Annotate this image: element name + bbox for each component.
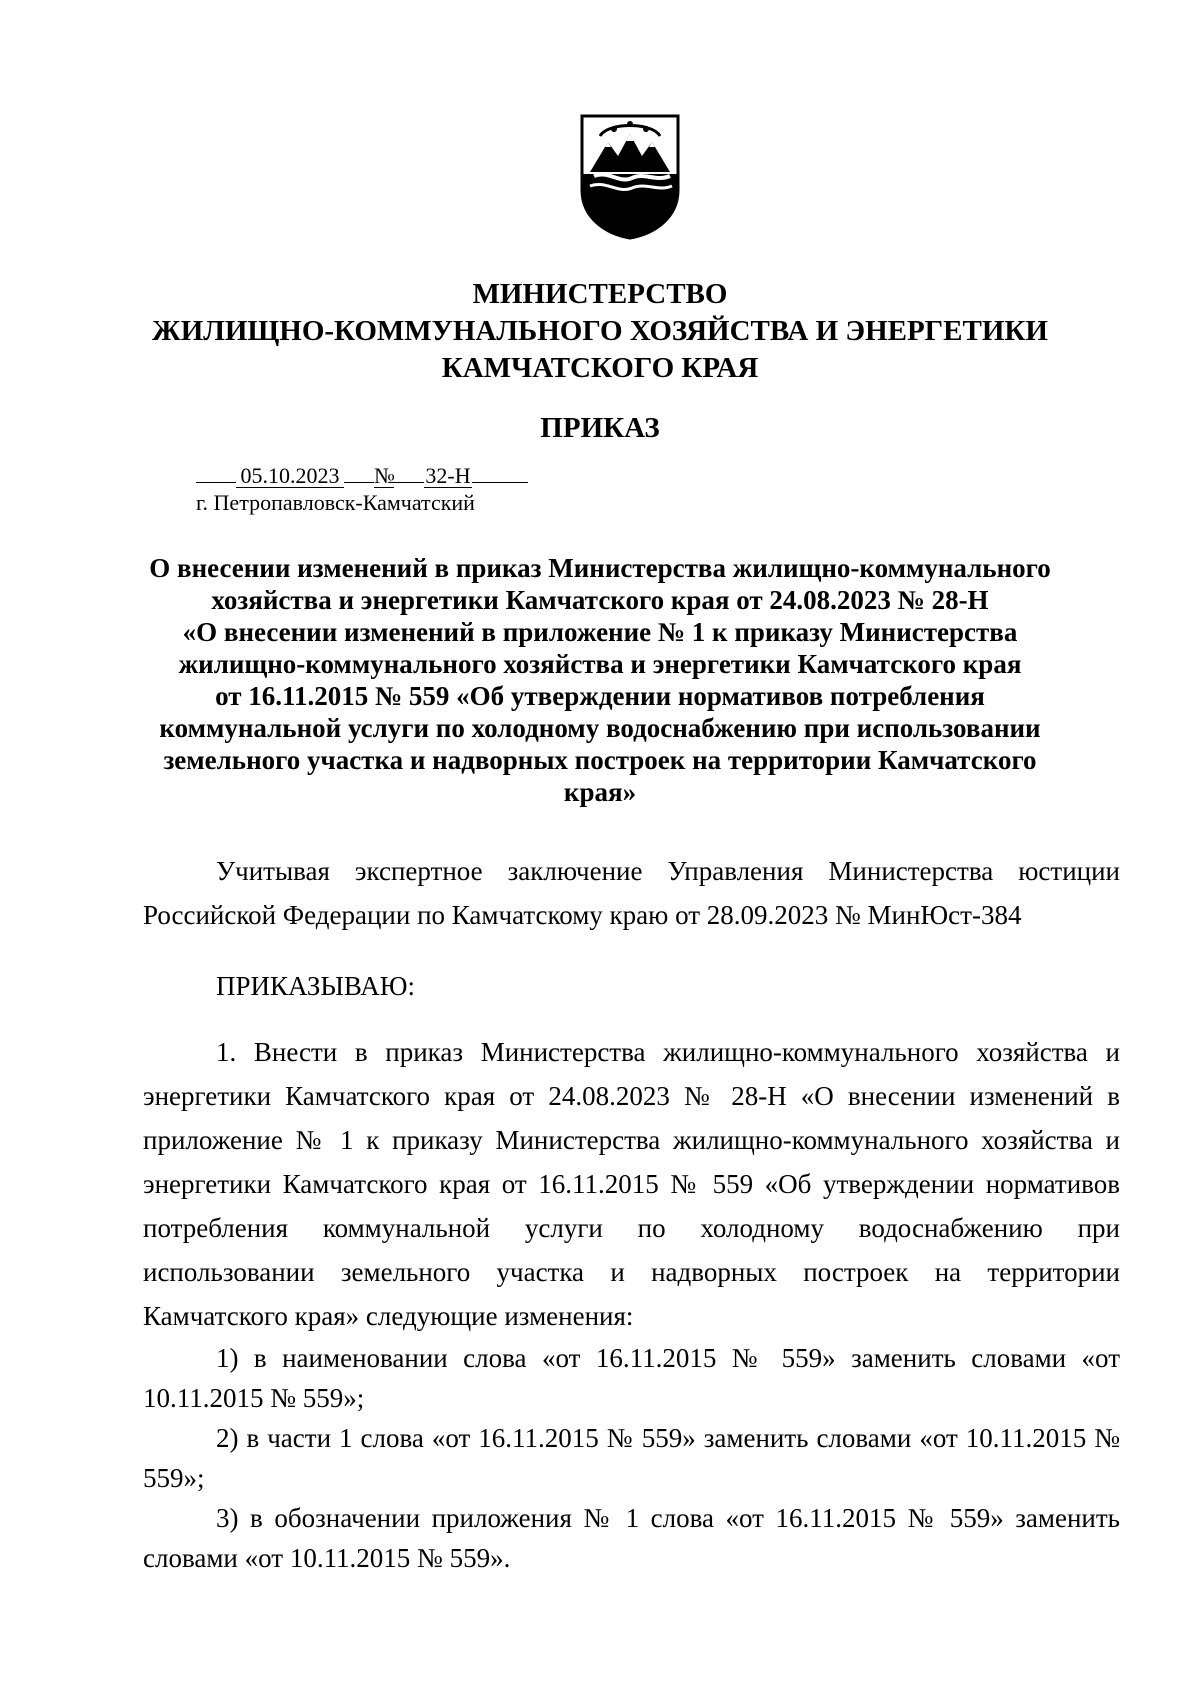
subject-line: жилищно-коммунального хозяйства и энергетики Камчатского края: [178, 649, 1022, 679]
kamchatka-coat-of-arms-icon: [578, 112, 682, 240]
ministry-header: [100, 276, 1100, 387]
blank-line: [196, 482, 236, 483]
blank-line: [344, 482, 374, 483]
number-sign: №: [374, 463, 395, 488]
document-type: ПРИКАЗ: [540, 412, 660, 444]
order-items-section: [143, 1030, 1120, 1578]
order-word: ПРИКАЗЫВАЮ:: [216, 971, 415, 1001]
basis-section: [143, 849, 1120, 937]
subject-line: от 16.11.2015 № 559 «Об утверждении нормативов потребления: [215, 681, 985, 711]
order-item-1: 1. Внести в приказ Министерства жилищно-коммунального хозяйства и энергетики Камчатского края от 24.08.2023 № 28-Н «О внесении изменений в приложение № 1 к приказу Министерства жилищно-коммунального хозяйства и энергетики Камчатского края от 16.11.2015 № 559 «Об утверждении нормативов потребления коммунальной услуги по холодному водоснабжению при использовании земельного участка и надворных построек на территории Камчатского края» следующие изменения:: [143, 1037, 1120, 1331]
ministry-title-line1: МИНИСТЕРСТВО: [472, 278, 728, 310]
registration-line: [196, 463, 528, 489]
document-date: 05.10.2023: [236, 465, 344, 488]
order-subitem-3: 3) в обозначении приложения № 1 слова «от 16.11.2015 № 559» заменить словами «от 10.11.2015 № 559».: [143, 1503, 1120, 1573]
document-subject: [120, 552, 1080, 808]
order-subitem-2: 2) в части 1 слова «от 16.11.2015 № 559» заменить словами «от 10.11.2015 № 559»;: [143, 1423, 1120, 1493]
ministry-title-line2: ЖИЛИЩНО-КОММУНАЛЬНОГО ХОЗЯЙСТВА И ЭНЕРГЕТИКИ: [152, 315, 1048, 347]
subject-line: «О внесении изменений в приложение № 1 к приказу Министерства: [182, 617, 1018, 647]
subject-line: земельного участка и надворных построек на территории Камчатского: [163, 745, 1037, 775]
subject-line: О внесении изменений в приказ Министерства жилищно-коммунального: [149, 553, 1051, 583]
ministry-title-line3: КАМЧАТСКОГО КРАЯ: [441, 352, 759, 384]
document-number: 32-Н: [425, 463, 471, 488]
subject-line: коммунальной услуги по холодному водоснабжению при использовании: [159, 713, 1041, 743]
city-name: г. Петропавловск-Камчатский: [196, 490, 475, 515]
order-word-section: [143, 964, 1120, 1008]
subject-line: хозяйства и энергетики Камчатского края от 24.08.2023 № 28-Н: [211, 585, 989, 615]
order-subitem-1: 1) в наименовании слова «от 16.11.2015 № 559» заменить словами «от 10.11.2015 № 559»;: [143, 1343, 1120, 1413]
blank-line: [472, 482, 528, 483]
blank-line: [394, 482, 424, 483]
basis-paragraph: Учитывая экспертное заключение Управления Министерства юстиции Российской Федерации по Камчатскому краю от 28.09.2023 № МинЮст-384: [143, 856, 1120, 930]
subject-line: края»: [563, 777, 637, 807]
